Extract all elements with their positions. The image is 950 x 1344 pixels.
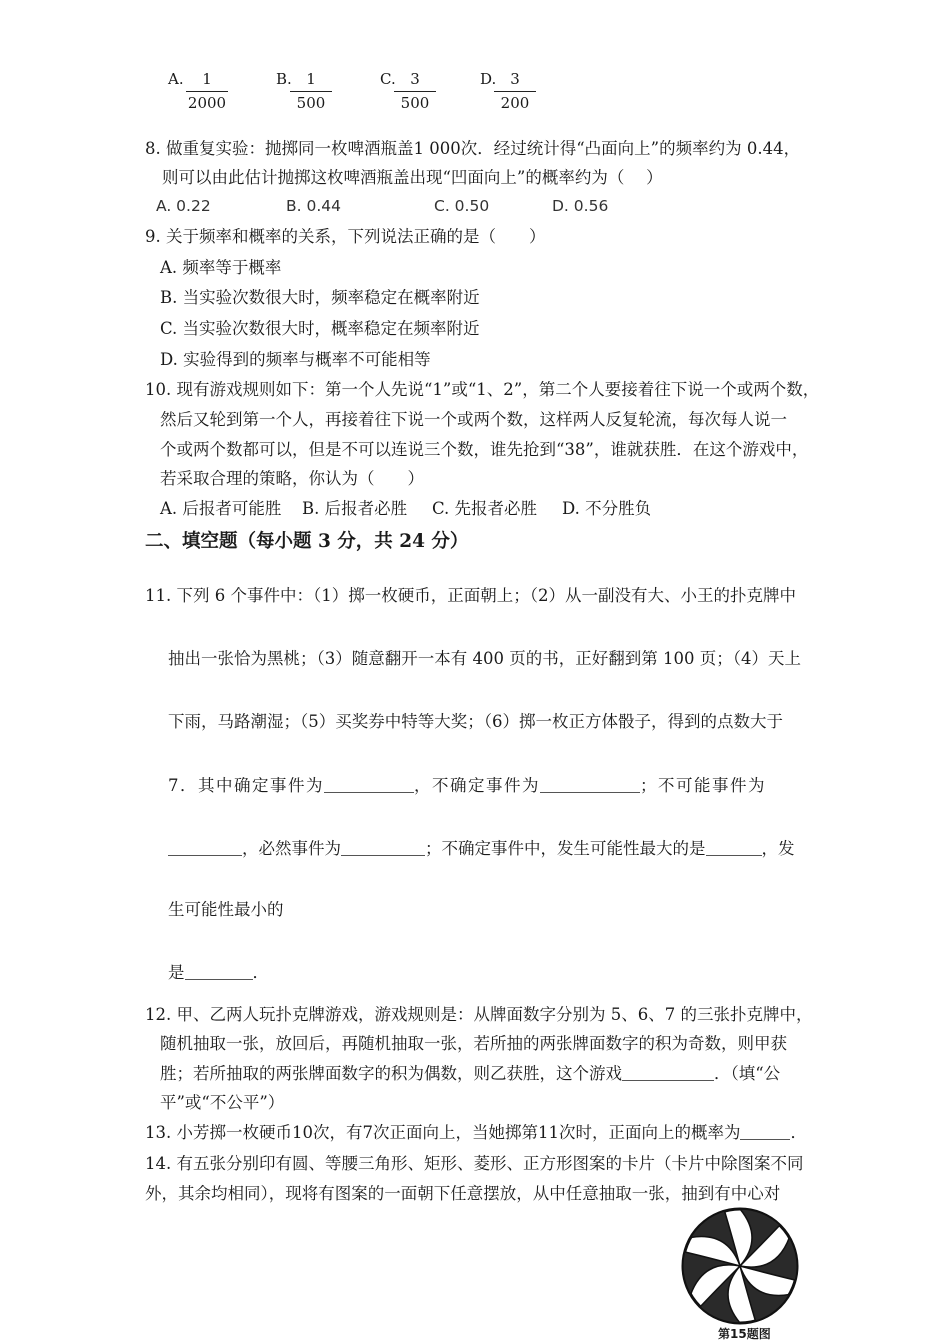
q11-blank-least-likely[interactable] bbox=[185, 979, 253, 980]
q11-line-5-b: ；不确定事件中，发生可能性最大的是 bbox=[425, 839, 706, 858]
q13-text: 13. 小芳掷一枚硬币10次，有7次正面向上，当她掷第11次时，正面向上的概率为 bbox=[145, 1123, 741, 1142]
q11-line-4-b: ，不确定事件为 bbox=[414, 776, 540, 795]
q11-line-6: 生可能性最小的 bbox=[168, 900, 284, 919]
q11-line-2: 抽出一张恰为黑桃；（3）随意翻开一本有 400 页的书，正好翻到第 100 页；（4）天上 bbox=[168, 649, 801, 668]
q11-blank-certain-sure-events[interactable] bbox=[341, 855, 425, 856]
q11-line-4-c: ；不可能事件为 bbox=[640, 776, 766, 795]
q9-stem: 9. 关于频率和概率的关系，下列说法正确的是（ ） bbox=[145, 227, 546, 246]
figure-caption: 第15题图 bbox=[718, 1327, 771, 1341]
q7-option-b-letter: B. bbox=[276, 70, 292, 88]
q8-option-a: A. 0.22 bbox=[156, 197, 211, 215]
q11-line-3: 下雨，马路潮湿；（5）买奖券中特等大奖；（6）掷一枚正方体骰子，得到的点数大于 bbox=[168, 712, 783, 731]
q7-option-b-denominator: 500 bbox=[296, 94, 326, 112]
q11-blank-impossible-events[interactable] bbox=[168, 855, 242, 856]
q7-option-d-letter: D. bbox=[480, 70, 497, 88]
q7-option-a-letter: A. bbox=[168, 70, 184, 88]
q13-blank-probability[interactable] bbox=[740, 1139, 790, 1140]
q11-blank-uncertain-events[interactable] bbox=[540, 792, 640, 793]
q9-option-d: D. 实验得到的频率与概率不可能相等 bbox=[160, 350, 431, 369]
q8-option-d: D. 0.56 bbox=[552, 197, 609, 215]
q9-option-b: B. 当实验次数很大时，频率稳定在概率附近 bbox=[160, 288, 480, 307]
section-2-title: 二、填空题（每小题 3 分，共 24 分） bbox=[145, 531, 469, 552]
q11-blank-certain-events[interactable] bbox=[324, 792, 414, 793]
q12-line-3-a: 胜；若所抽取的两张牌面数字的积为偶数，则乙获胜，这个游戏 bbox=[160, 1064, 622, 1083]
q7-option-d-denominator: 200 bbox=[500, 94, 530, 112]
q7-option-a-denominator: 2000 bbox=[187, 94, 227, 112]
q11-line-7 bbox=[168, 965, 269, 982]
q11-blank-most-likely[interactable] bbox=[706, 855, 762, 856]
q13-end: ． bbox=[790, 1123, 807, 1142]
q12-line-3-b: ．（填“公 bbox=[714, 1064, 781, 1083]
q12-line-2: 随机抽取一张，放回后，再随机抽取一张，若所抽的两张牌面数字的积为奇数，则甲获 bbox=[160, 1034, 787, 1053]
q8-option-c: C. 0.50 bbox=[434, 197, 490, 215]
q10-stem-line-4: 若采取合理的策略，你认为（ ） bbox=[160, 469, 424, 488]
q10-option-b: B. 后报者必胜 bbox=[302, 499, 408, 518]
q10-option-c: C. 先报者必胜 bbox=[432, 499, 538, 518]
q12-line-4: 平”或“不公平”） bbox=[160, 1093, 285, 1112]
q7-option-b-numerator: 1 bbox=[290, 70, 332, 92]
q8-stem-line-2: 则可以由此估计抛掷这枚啤酒瓶盖出现“凹面向上”的概率约为（ ） bbox=[162, 168, 663, 187]
pinwheel-figure bbox=[678, 1204, 802, 1328]
q7-option-c-denominator: 500 bbox=[400, 94, 430, 112]
q11-line-7-a: 是 bbox=[168, 963, 185, 982]
q12-line-3 bbox=[160, 1066, 780, 1083]
q10-option-d: D. 不分胜负 bbox=[562, 499, 652, 518]
q11-line-1: 11. 下列 6 个事件中：（1）掷一枚硬币，正面朝上；（2）从一副没有大、小王的扑克牌中 bbox=[145, 586, 796, 605]
q7-option-c-numerator: 3 bbox=[394, 70, 436, 92]
q9-option-a: A. 频率等于概率 bbox=[160, 258, 282, 277]
q11-line-5-c: ，发 bbox=[761, 839, 795, 858]
q11-line-7-b: ． bbox=[252, 963, 269, 982]
q8-option-b: B. 0.44 bbox=[286, 197, 341, 215]
q14-line-2: 外，其余均相同），现将有图案的一面朝下任意摆放，从中任意抽取一张，抽到有中心对 bbox=[145, 1184, 781, 1203]
q10-option-a: A. 后报者可能胜 bbox=[160, 499, 282, 518]
q11-line-4 bbox=[168, 778, 766, 795]
q10-stem-line-3: 个或两个数都可以，但是不可以连说三个数，谁先抢到“38”，谁就获胜．在这个游戏中， bbox=[160, 440, 809, 459]
q7-option-b-fraction bbox=[290, 70, 332, 112]
q7-option-a-numerator: 1 bbox=[186, 70, 228, 92]
q8-stem-line-1: 8. 做重复实验：抛掷同一枚啤酒瓶盖1 000次．经过统计得“凸面向上”的频率约为 0.44， bbox=[145, 139, 801, 158]
q11-line-4-a: 7．其中确定事件为 bbox=[168, 776, 324, 795]
q14-line-1: 14. 有五张分别印有圆、等腰三角形、矩形、菱形、正方形图案的卡片（卡片中除图案不同 bbox=[145, 1154, 804, 1173]
q12-line-1: 12. 甲、乙两人玩扑克牌游戏，游戏规则是：从牌面数字分别为 5、6、7 的三张扑克牌中， bbox=[145, 1005, 813, 1024]
q7-option-d-fraction bbox=[494, 70, 536, 112]
q7-option-d-numerator: 3 bbox=[494, 70, 536, 92]
q7-option-a-fraction bbox=[186, 70, 228, 112]
q9-option-c: C. 当实验次数很大时，概率稳定在频率附近 bbox=[160, 319, 480, 338]
q12-blank-fairness[interactable] bbox=[622, 1080, 714, 1081]
q7-option-c-fraction bbox=[394, 70, 436, 112]
q13-line bbox=[145, 1125, 807, 1142]
q7-option-c-letter: C. bbox=[380, 70, 396, 88]
q10-stem-line-1: 10. 现有游戏规则如下：第一个人先说“1”或“1、2”，第二个人要接着往下说一个或两个数， bbox=[145, 380, 820, 399]
q11-line-5 bbox=[168, 841, 795, 858]
q11-line-5-a: ，必然事件为 bbox=[242, 839, 341, 858]
q10-stem-line-2: 然后又轮到第一个人，再接着往下说一个或两个数，这样两人反复轮流，每次每人说一 bbox=[160, 410, 787, 429]
